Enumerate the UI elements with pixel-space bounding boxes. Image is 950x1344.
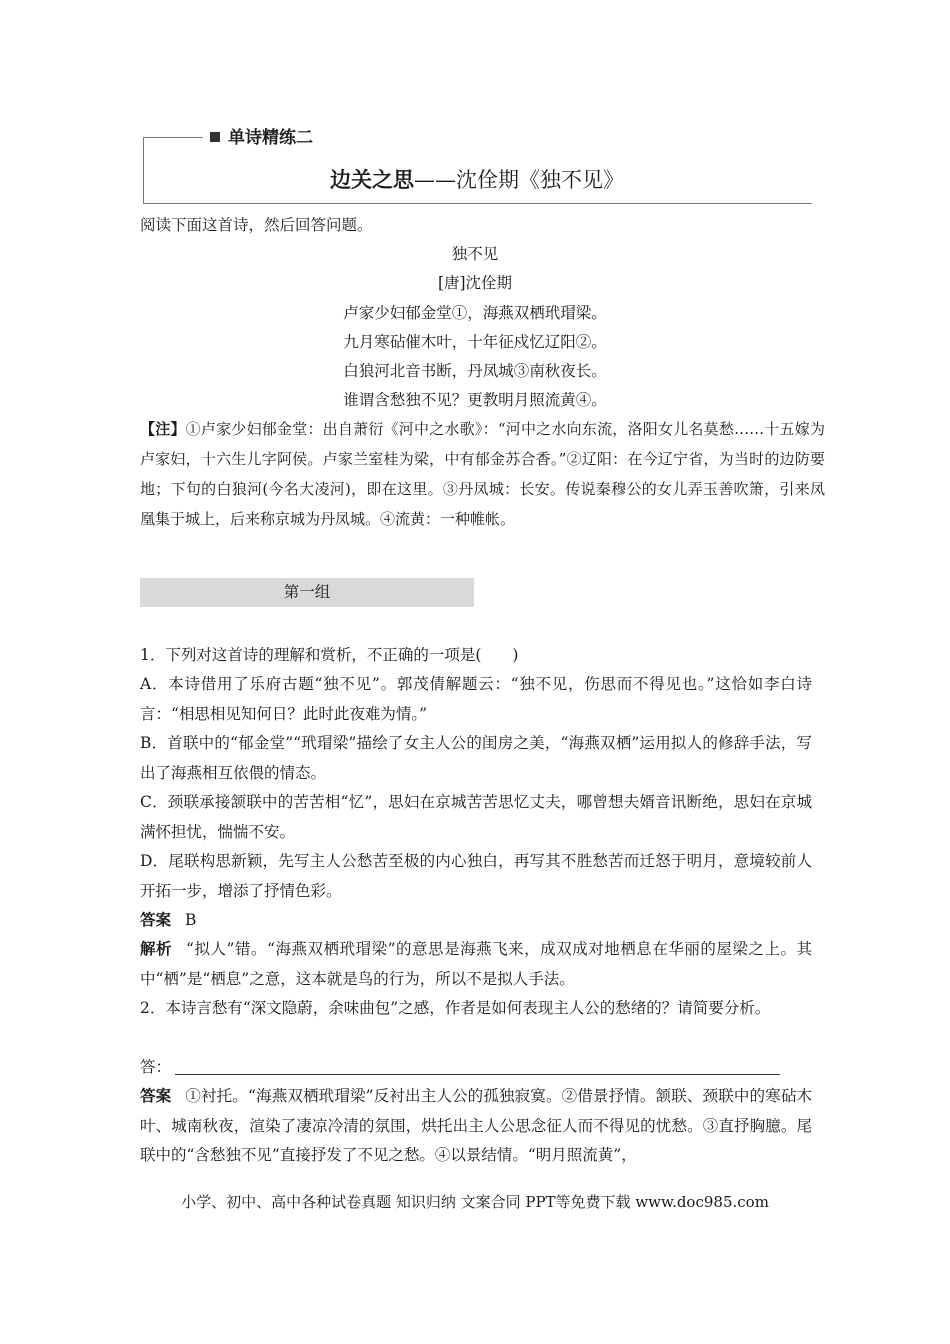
answer-value: B [185,911,197,929]
title-bold-part: 边关之思 [330,168,414,192]
poem-line: 谁谓含愁独不见？更教明月照流黄④。 [343,391,607,409]
section-label [210,126,317,150]
poem-author: [唐]沈佺期 [437,274,513,292]
square-bullet-icon [210,132,220,142]
question-2-answer-field[interactable] [140,1053,812,1083]
answer-label: 答案 [140,911,172,929]
analysis-label: 解析 [140,940,173,958]
analysis-text: “拟人”错。“海燕双栖玳瑁梁”的意思是海燕飞来，成双成对地栖息在华丽的屋梁之上。其中“栖”是“栖息”之意，这本就是鸟的行为，所以不是拟人手法。 [140,940,812,988]
poem-title: 独不见 [451,245,499,263]
page-title [143,166,811,194]
note-label: 【注】 [140,420,186,438]
question-1-option-b: B．首联中的“郁金堂”“玳瑁梁”描绘了女主人公的闺房之美，“海燕双栖”运用拟人的修辞手法，写出了海燕相互依偎的情态。 [140,734,812,782]
question-1-stem: 1．下列对这首诗的理解和赏析，不正确的一项是( ) [140,646,519,664]
section-header-rule [143,137,203,138]
poem-line: 卢家少妇郁金堂①，海燕双栖玳瑁梁。 [343,304,607,322]
question-1-answer [140,906,812,936]
poem-line: 白狼河北音书断，丹凤城③南秋夜长。 [343,362,607,380]
note-text: ①卢家少妇郁金堂：出自萧衍《河中之水歌》：“河中之水向东流，洛阳女儿名莫愁……十五嫁为卢家妇，十六生儿字阿侯。卢家兰室桂为梁，中有郁金苏合香。”②辽阳：在今辽宁省，为当时的边防要地；下句的白狼河(今名大凌河)，即在这里。③丹凤城：长安。传说秦穆公的女儿弄玉善吹箫，引来凤凰集于城上，后来称京城为丹凤城。④流黄：一种帷帐。 [140,420,825,528]
question-1-option-a: A．本诗借用了乐府古题“独不见”。郭茂倩解题云：“独不见，伤思而不得见也。”这恰如李白诗言：“相思相见知何日？此时此夜难为情。” [140,675,812,723]
section-label-text: 单诗精练二 [228,128,313,148]
question-2-stem: 2．本诗言愁有“深文隐蔚，余味曲包”之感，作者是如何表现主人公的愁绪的？请简要分析。 [140,999,771,1017]
title-rest-part: ——沈佺期《独不见》 [414,168,624,192]
question-2-answer [140,1082,812,1171]
answer-text: ①衬托。“海燕双栖玳瑁梁”反衬出主人公的孤独寂寞。②借景抒情。颔联、颈联中的寒砧木叶、城南秋夜，渲染了凄凉冷清的氛围，烘托出主人公思念征人而不得见的忧愁。③直抒胸臆。尾联中的“含愁独不见”直接抒发了不见之愁。④以景结情。“明月照流黄”， [140,1087,812,1164]
poem-notes [140,414,825,534]
question-1-option-c: C．颈联承接颔联中的苦苦相“忆”，思妇在京城苦苦思忆丈夫，哪曾想夫婿音讯断绝，思妇在京城满怀担忧，惴惴不安。 [140,793,812,841]
page-footer: 小学、初中、高中各种试卷真题 知识归纳 文案合同 PPT等免费下载 www.doc985.com [181,1193,769,1211]
poem-line: 九月寒砧催木叶，十年征戍忆辽阳②。 [343,333,607,351]
question-1-analysis [140,935,812,994]
question-1-option-d: D．尾联构思新颖，先写主人公愁苦至极的内心独白，再写其不胜愁苦而迁怒于明月，意境较前人开拓一步，增添了抒情色彩。 [140,852,812,900]
intro-text: 阅读下面这首诗，然后回答问题。 [140,216,373,234]
answer-blank-line[interactable] [175,1074,780,1075]
group-heading: 第一组 [140,578,474,607]
answer-prompt: 答： [140,1058,172,1076]
answer-label: 答案 [140,1087,172,1105]
